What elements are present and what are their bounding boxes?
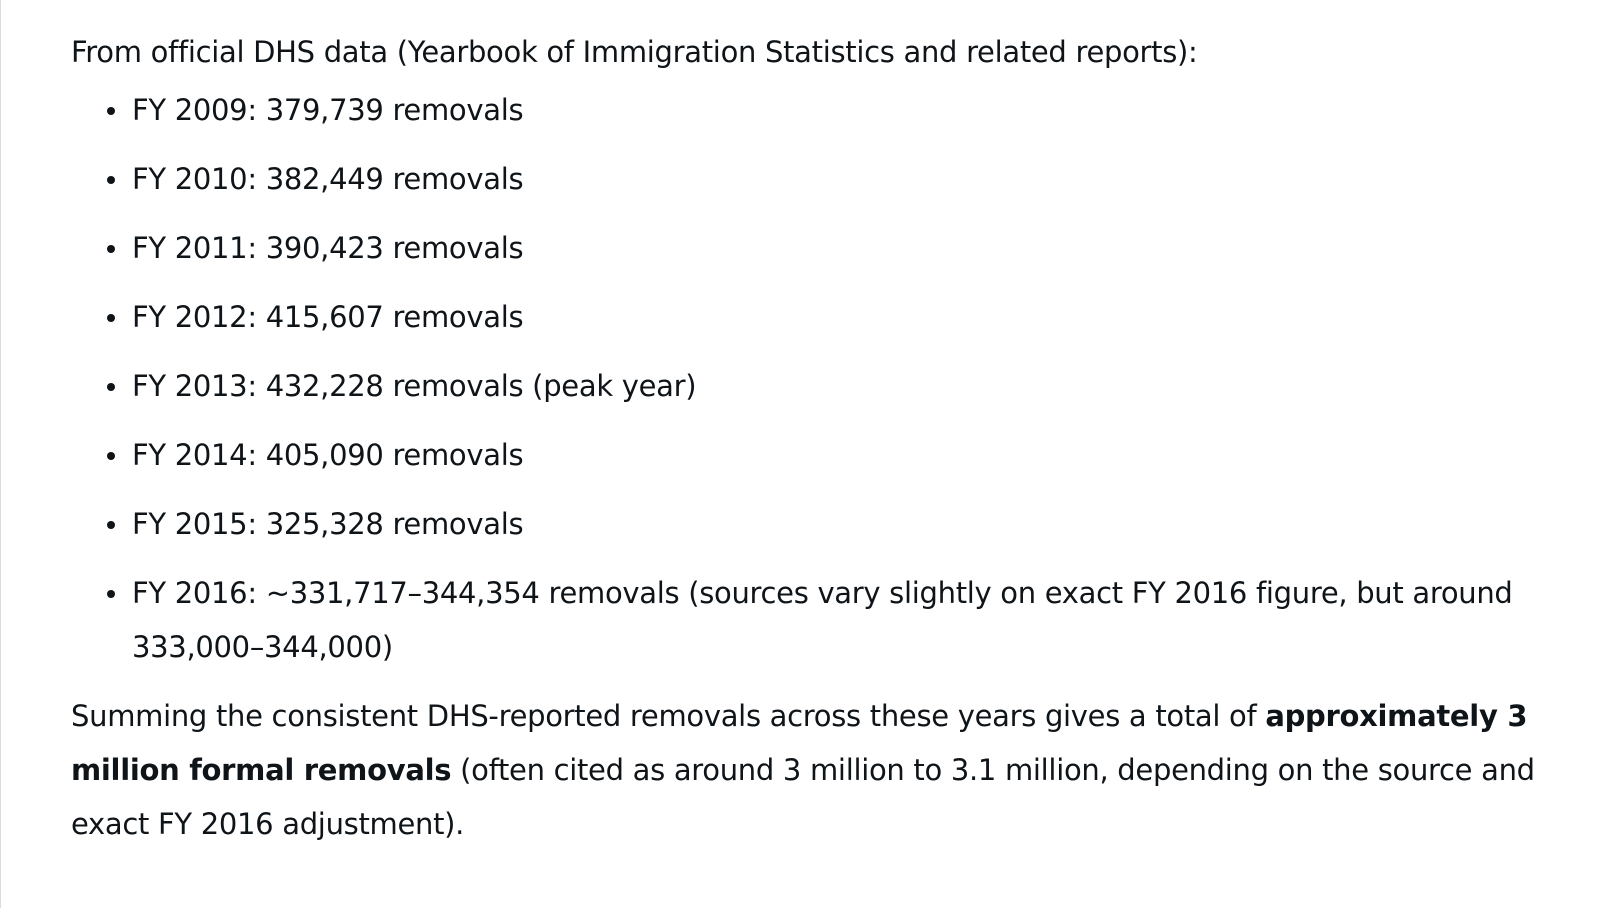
list-item: FY 2016: ~331,717–344,354 removals (sources vary slightly on exact FY 2016 figure, but around 333,000–344,000) xyxy=(71,566,1571,674)
list-item: FY 2013: 432,228 removals (peak year) xyxy=(71,359,1571,413)
list-item: FY 2009: 379,739 removals xyxy=(71,83,1571,137)
answer-body xyxy=(71,30,1571,851)
summary-text-start: Summing the consistent DHS-reported removals across these years gives a total of xyxy=(71,699,1266,733)
summary-text-end: (often cited as around 3 million to 3.1 million, depending on the source and exact FY 2016 adjustment). xyxy=(71,753,1535,841)
list-item: FY 2015: 325,328 removals xyxy=(71,497,1571,551)
summary-paragraph xyxy=(71,689,1571,851)
list-item: FY 2010: 382,449 removals xyxy=(71,152,1571,206)
list-item: FY 2011: 390,423 removals xyxy=(71,221,1571,275)
list-item: FY 2014: 405,090 removals xyxy=(71,428,1571,482)
summary-highlight: approximately 3 million formal removals xyxy=(71,699,1528,787)
intro-text: From official DHS data (Yearbook of Immigration Statistics and related reports): xyxy=(71,35,1198,69)
removals-list xyxy=(71,83,1571,674)
list-item: FY 2012: 415,607 removals xyxy=(71,290,1571,344)
